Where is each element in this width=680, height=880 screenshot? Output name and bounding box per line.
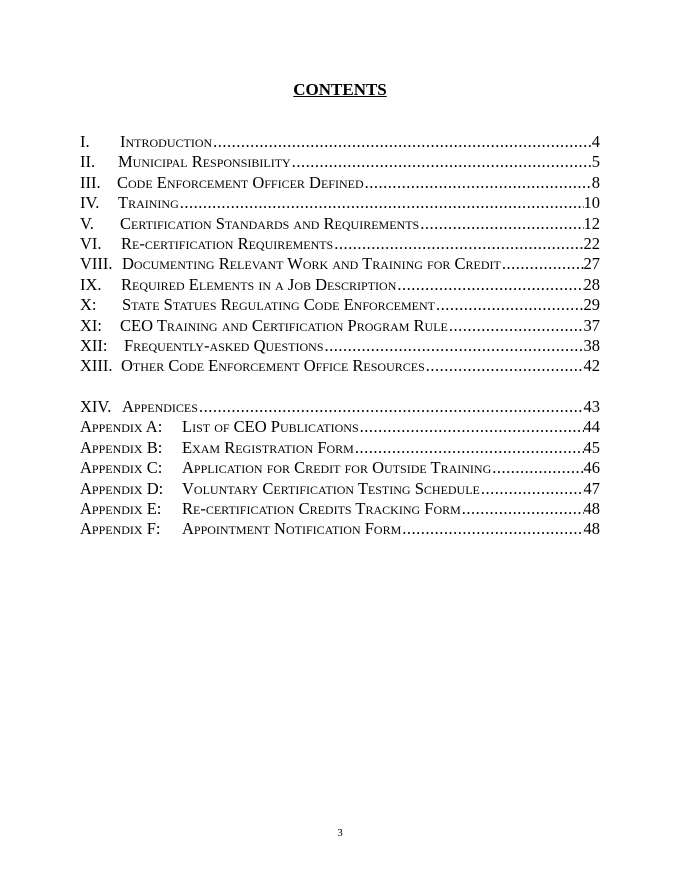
toc-entry-number: XIV. bbox=[80, 397, 112, 416]
toc-entry[interactable] bbox=[80, 152, 600, 172]
dot-leader bbox=[419, 214, 583, 234]
toc-entry[interactable] bbox=[80, 417, 600, 437]
toc-entry[interactable] bbox=[80, 316, 600, 336]
toc-entry-title: Introduction bbox=[120, 132, 213, 151]
toc-entry-title: Frequently-asked Questions bbox=[124, 335, 324, 355]
toc-entry[interactable] bbox=[80, 214, 600, 234]
toc-entry-number: Appendix E: bbox=[80, 498, 162, 518]
toc-entry-number: IX. bbox=[80, 274, 102, 294]
dot-leader bbox=[491, 458, 583, 478]
toc-entry-page: 46 bbox=[583, 458, 600, 478]
toc-entry[interactable] bbox=[80, 132, 600, 152]
toc-entry-page: 44 bbox=[583, 417, 600, 437]
toc-entry-title: State Statues Regulating Code Enforcement bbox=[122, 295, 436, 315]
toc-entry-title: Application for Credit for Outside Training bbox=[182, 458, 492, 478]
toc-entry-page: 4 bbox=[591, 132, 600, 151]
toc-entry-number: Appendix A: bbox=[80, 417, 163, 437]
toc-entry-number: VIII. bbox=[80, 254, 113, 274]
toc-entry-page: 27 bbox=[583, 254, 600, 274]
toc-entry-number: IV. bbox=[80, 193, 100, 213]
toc-entry[interactable] bbox=[80, 519, 600, 539]
toc-appendices bbox=[80, 397, 600, 540]
dot-leader bbox=[480, 479, 584, 499]
toc-entry-page: 48 bbox=[583, 519, 600, 539]
toc-entry-number: XIII. bbox=[80, 356, 113, 376]
dot-leader bbox=[359, 417, 584, 437]
toc-entry-title: Municipal Responsibility bbox=[118, 152, 291, 172]
toc-entry[interactable] bbox=[80, 499, 600, 519]
dot-leader bbox=[396, 275, 583, 295]
toc-entry-title: Documenting Relevant Work and Training for Credit bbox=[122, 254, 501, 274]
dot-leader bbox=[364, 173, 592, 193]
dot-leader bbox=[425, 356, 584, 376]
toc-entry[interactable] bbox=[80, 479, 600, 499]
toc-entry-page: 22 bbox=[583, 233, 600, 253]
toc-entry-number: Appendix C: bbox=[80, 458, 163, 478]
toc-entry-page: 37 bbox=[583, 315, 600, 335]
contents-title: CONTENTS bbox=[293, 80, 387, 99]
toc-entry-page: 29 bbox=[583, 295, 600, 315]
toc-entry-page: 42 bbox=[583, 356, 600, 376]
toc-entry-number: II. bbox=[80, 152, 96, 172]
toc-entry[interactable] bbox=[80, 275, 600, 295]
toc-entry[interactable] bbox=[80, 254, 600, 274]
toc-entry[interactable] bbox=[80, 295, 600, 315]
toc-entry[interactable] bbox=[80, 193, 600, 213]
dot-leader bbox=[333, 234, 583, 254]
toc-entry-number: III. bbox=[80, 172, 101, 192]
dot-leader bbox=[435, 295, 583, 315]
toc-entry-number: Appendix B: bbox=[80, 437, 163, 457]
dot-leader bbox=[179, 193, 584, 213]
toc-entry-number: VI. bbox=[80, 233, 102, 253]
dot-leader bbox=[324, 336, 584, 356]
toc-entry[interactable] bbox=[80, 234, 600, 254]
toc-entry-page: 5 bbox=[591, 152, 600, 172]
toc-entry-title: CEO Training and Certification Program Rule bbox=[120, 315, 448, 335]
toc-entry-number: I. bbox=[80, 132, 90, 151]
toc-entry-page: 43 bbox=[583, 397, 600, 416]
toc-entry-page: 48 bbox=[583, 498, 600, 518]
toc-entry-title: Other Code Enforcement Office Resources bbox=[121, 356, 425, 376]
dot-leader bbox=[354, 438, 584, 458]
toc-entry-title: Appendices bbox=[122, 397, 198, 416]
toc-entry-title: Required Elements in a Job Description bbox=[121, 274, 397, 294]
dot-leader bbox=[461, 499, 584, 519]
toc-entry-page: 28 bbox=[583, 274, 600, 294]
toc-entry-number: Appendix D: bbox=[80, 478, 164, 498]
dot-leader bbox=[501, 254, 584, 274]
toc-entry[interactable] bbox=[80, 438, 600, 458]
toc-entry-title: Re-certification Credits Tracking Form bbox=[182, 498, 461, 518]
dot-leader bbox=[212, 132, 592, 152]
toc-entry-title: Voluntary Certification Testing Schedule bbox=[182, 478, 480, 498]
toc-entry-title: Re-certification Requirements bbox=[121, 233, 334, 253]
toc-sections bbox=[80, 132, 600, 377]
toc-entry-number: X: bbox=[80, 295, 97, 315]
toc-entry-title: Exam Registration Form bbox=[182, 437, 354, 457]
toc-entry-title: List of CEO Publications bbox=[182, 417, 359, 437]
toc-entry-number: XI: bbox=[80, 315, 102, 335]
toc-entry[interactable] bbox=[80, 458, 600, 478]
toc-entry-title: Training bbox=[118, 193, 179, 213]
toc-entry[interactable] bbox=[80, 356, 600, 376]
toc-entry-page: 47 bbox=[583, 478, 600, 498]
page-number: 3 bbox=[337, 827, 343, 839]
toc-entry[interactable] bbox=[80, 173, 600, 193]
dot-leader bbox=[291, 152, 592, 172]
toc-entry-page: 12 bbox=[583, 213, 600, 233]
toc-entry[interactable] bbox=[80, 397, 600, 417]
toc-entry-title: Code Enforcement Officer Defined bbox=[117, 172, 364, 192]
toc-entry-number: XII: bbox=[80, 335, 108, 355]
toc-entry-title: Certification Standards and Requirements bbox=[120, 213, 420, 233]
toc-entry-title: Appointment Notification Form bbox=[182, 519, 402, 539]
toc-entry-page: 38 bbox=[583, 335, 600, 355]
toc-entry-number: Appendix F: bbox=[80, 519, 161, 539]
dot-leader bbox=[198, 397, 584, 417]
toc-entry-page: 10 bbox=[583, 193, 600, 213]
toc-entry-page: 45 bbox=[583, 437, 600, 457]
toc-entry-page: 8 bbox=[591, 172, 600, 192]
toc-entry[interactable] bbox=[80, 336, 600, 356]
toc-entry-number: V. bbox=[80, 213, 94, 233]
dot-leader bbox=[448, 316, 584, 336]
dot-leader bbox=[401, 519, 583, 539]
